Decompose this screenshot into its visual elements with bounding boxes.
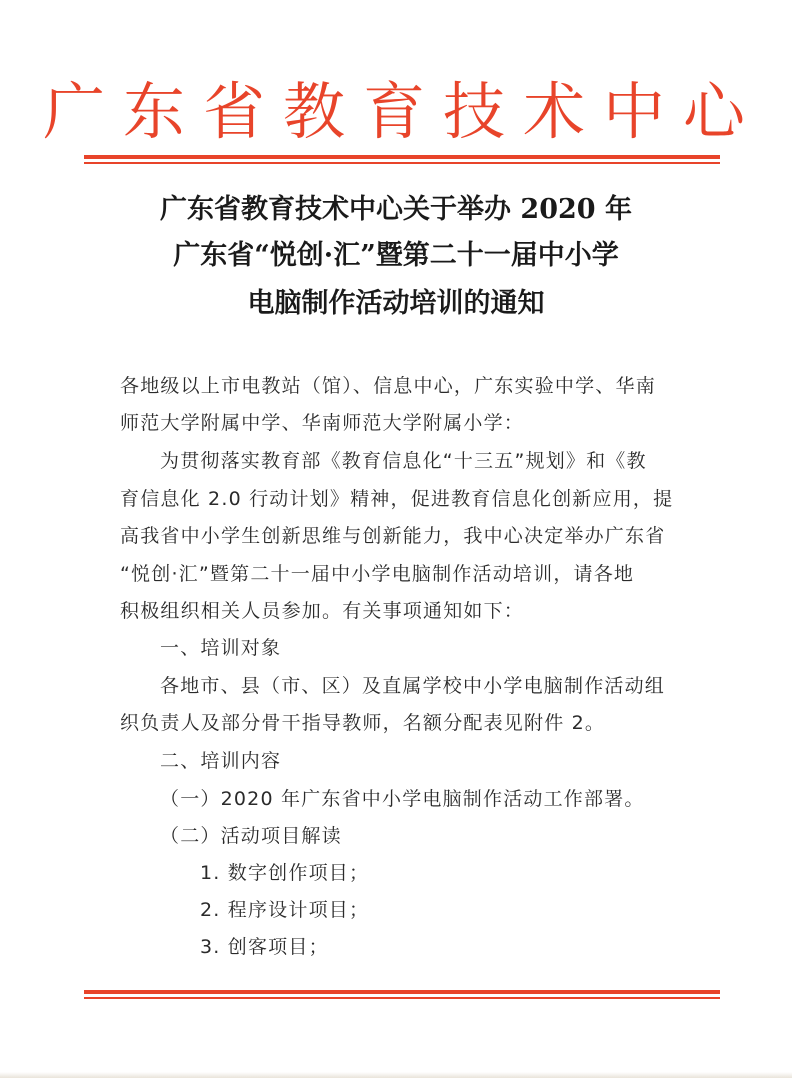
section-2-item-2: （二）活动项目解读 (160, 825, 342, 847)
intro-line-5: 积极组织相关人员参加。有关事项通知如下： (120, 600, 525, 622)
intro-line-2: 育信息化 2.0 行动计划》精神，促进教育信息化创新应用，提 (120, 488, 674, 510)
section-2-item-1: （一）2020 年广东省中小学电脑制作活动工作部署。 (160, 788, 645, 810)
intro-line-1: 为贯彻落实教育部《教育信息化“十三五”规划》和《教 (160, 450, 647, 472)
notice-title-line-1: 广东省教育技术中心关于举办 2020 年 (160, 194, 632, 225)
section-2-subitem-3: 3. 创客项目； (200, 936, 329, 958)
masthead-title: 广东省教育技术中心 (42, 75, 763, 148)
section-1-heading: 一、培训对象 (160, 637, 282, 659)
section-1-line-2: 织负责人及部分骨干指导教师，名额分配表见附件 2。 (120, 712, 606, 734)
section-1-line-1: 各地市、县（市、区）及直属学校中小学电脑制作活动组 (160, 675, 666, 697)
section-2-subitem-1: 1. 数字创作项目； (200, 862, 370, 884)
recipients-line-2: 师范大学附属中学、华南师范大学附属小学： (120, 412, 525, 434)
scan-edge-shadow (0, 1072, 792, 1078)
intro-line-3: 高我省中小学生创新思维与创新能力，我中心决定举办广东省 (120, 525, 666, 547)
recipients-line-1: 各地级以上市电教站（馆）、信息中心，广东实验中学、华南 (120, 375, 656, 397)
section-2-subitem-2: 2. 程序设计项目； (200, 899, 370, 921)
header-divider (84, 155, 720, 164)
footer-divider (84, 990, 720, 999)
notice-title-line-3: 电脑制作活动培训的通知 (247, 288, 545, 319)
section-2-heading: 二、培训内容 (160, 750, 282, 772)
notice-title-line-2: 广东省“悦创·汇”暨第二十一届中小学 (173, 240, 619, 271)
intro-line-4: “悦创·汇”暨第二十一届中小学电脑制作活动培训，请各地 (120, 563, 635, 585)
